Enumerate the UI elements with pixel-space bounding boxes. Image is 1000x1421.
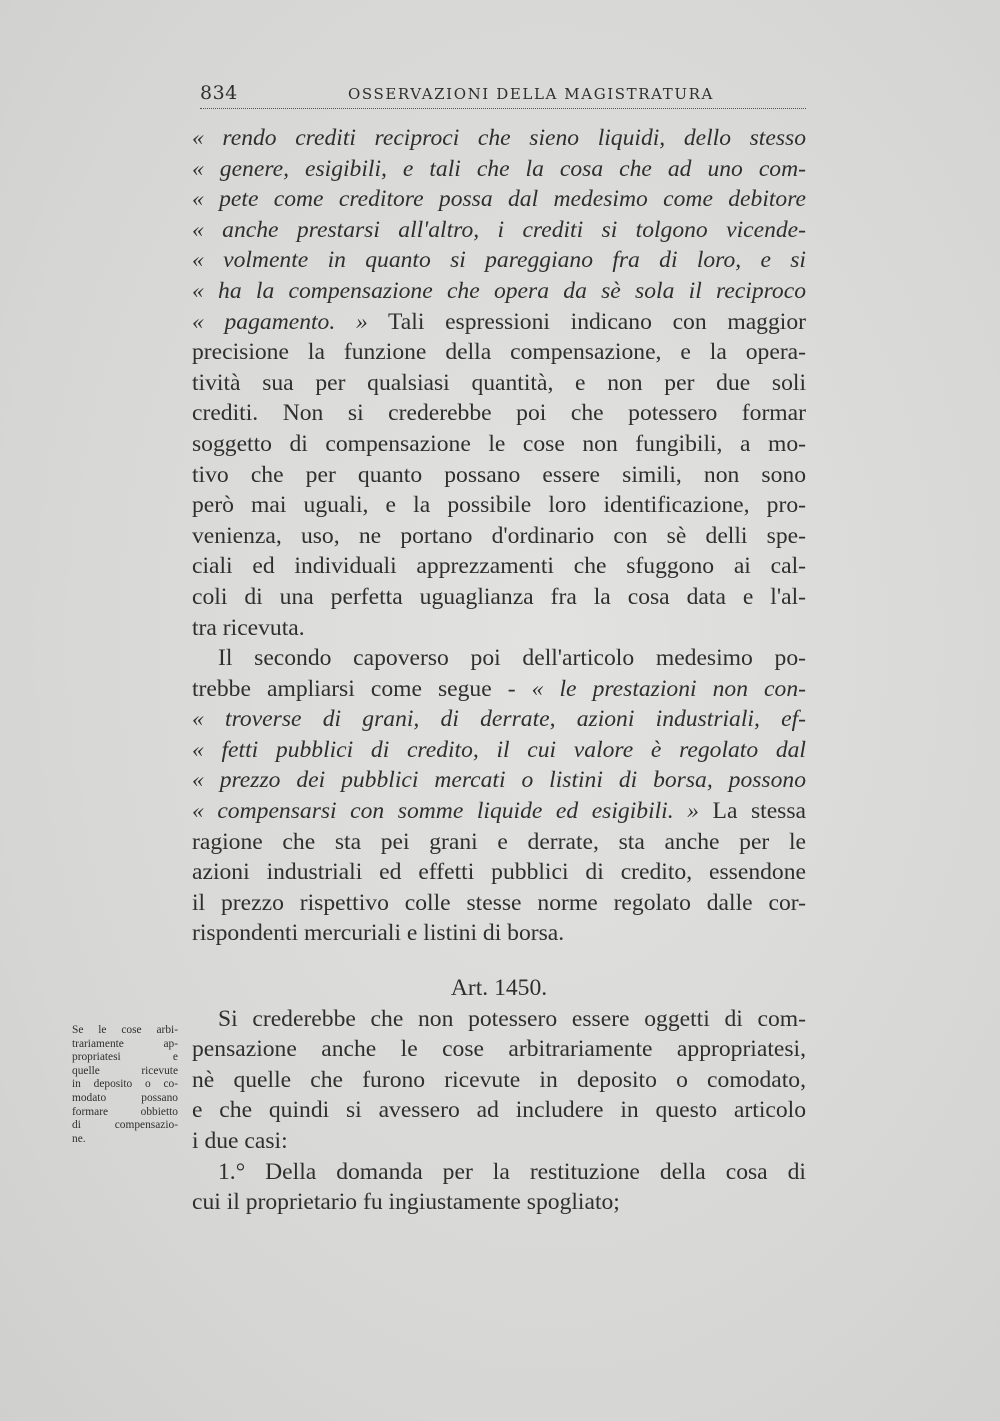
text-line: tra ricevuta. <box>192 614 305 641</box>
quote-run: « le prestazioni non con- <box>531 675 806 702</box>
text-line: « troverse di grani, di derrate, azioni industriali, ef- <box>192 706 806 733</box>
quote-run: « compensarsi con somme liquide ed esigibili. » <box>192 798 699 825</box>
margin-note-line: propriatesi e <box>72 1051 178 1064</box>
list-item-line: 1.° Della domanda per la restituzione della cosa di <box>218 1158 806 1185</box>
text-line: « volmente in quanto si pareggiano fra di loro, e si <box>192 247 806 274</box>
text-line: azioni industriali ed effetti pubblici di credito, essendone <box>192 859 806 886</box>
text-run: trebbe ampliarsi come segue - <box>192 675 532 702</box>
margin-note <box>72 1024 178 1146</box>
page-number: 834 <box>200 82 238 104</box>
margin-note-line: Se le cose arbi- <box>72 1024 178 1036</box>
text-line: precisione la funzione della compensazione, e la opera- <box>192 339 806 366</box>
text-line: « fetti pubblici di credito, il cui valore è regolato dal <box>192 736 806 763</box>
margin-note-line: in deposito o co- <box>72 1078 178 1091</box>
text-line: « pete come creditore possa dal medesimo come debitore <box>192 186 806 213</box>
margin-note-line: trariamente ap- <box>72 1037 178 1050</box>
text-line <box>192 674 806 705</box>
margin-note-line: formare obbietto <box>72 1105 178 1118</box>
text-line: coli di una perfetta uguaglianza fra la cosa data e l'al- <box>192 583 806 610</box>
text-line: ciali ed individuali apprezzamenti che sfuggono ai cal- <box>192 553 806 580</box>
text-line: pensazione anche le cose arbitrariamente appropriatesi, <box>192 1036 806 1063</box>
margin-note-line: quelle ricevute <box>72 1064 178 1077</box>
text-line: il prezzo rispettivo colle stesse norme regolato dalle cor- <box>192 889 806 916</box>
paragraph-start-line: Si crederebbe che non potessero essere oggetti di com- <box>218 1005 806 1032</box>
margin-note-line: ne. <box>72 1132 86 1145</box>
margin-note-line: di compensazio- <box>72 1119 178 1132</box>
text-line: tivo che per quanto possano essere simili, non sono <box>192 461 806 488</box>
running-title: OSSERVAZIONI DELLA MAGISTRATURA <box>348 85 714 103</box>
text-line: « rendo crediti reciproci che sieno liquidi, dello stesso <box>192 125 806 151</box>
text-run: Tali espressioni indicano con maggior <box>388 308 806 335</box>
spacer <box>192 949 806 973</box>
quote-end: « pagamento. » <box>192 308 368 335</box>
text-line: « prezzo dei pubblici mercati o listini di borsa, possono <box>192 767 806 794</box>
text-run: La stessa <box>698 798 806 825</box>
paragraph-start-line: Il secondo capoverso poi dell'articolo medesimo po- <box>218 645 806 672</box>
text-line <box>192 796 806 827</box>
text-line: soggetto di compensazione le cose non fungibili, a mo- <box>192 430 806 457</box>
text-line: però mai uguali, e la possibile loro identificazione, pro- <box>192 492 806 519</box>
article-heading: Art. 1450. <box>450 975 548 1002</box>
text-line <box>192 307 806 338</box>
text-line: rispondenti mercuriali e listini di borsa. <box>192 920 565 947</box>
main-text <box>192 123 806 1218</box>
text-line: ragione che sta pei grani e derrate, sta anche per le <box>192 828 806 855</box>
text-line: e che quindi si avessero ad includere in questo articolo <box>192 1097 806 1124</box>
page-header <box>200 82 806 109</box>
text-line: « genere, esigibili, e tali che la cosa che ad uno com- <box>192 155 806 182</box>
margin-note-line: modato possano <box>72 1091 178 1104</box>
text-line: « ha la compensazione che opera da sè sola il reciproco <box>192 277 806 304</box>
text-line: tività sua per qualsiasi quantità, e non per due soli <box>192 369 806 396</box>
text-line: i due casi: <box>192 1128 288 1154</box>
text-line: « anche prestarsi all'altro, i crediti si tolgono vicende- <box>192 216 806 243</box>
text-line: crediti. Non si crederebbe poi che potessero formar <box>192 400 806 427</box>
text-line: venienza, uso, ne portano d'ordinario con sè delli spe- <box>192 522 806 549</box>
text-line: nè quelle che furono ricevute in deposito o comodato, <box>192 1066 806 1093</box>
text-line: cui il proprietario fu ingiustamente spogliato; <box>192 1189 620 1216</box>
